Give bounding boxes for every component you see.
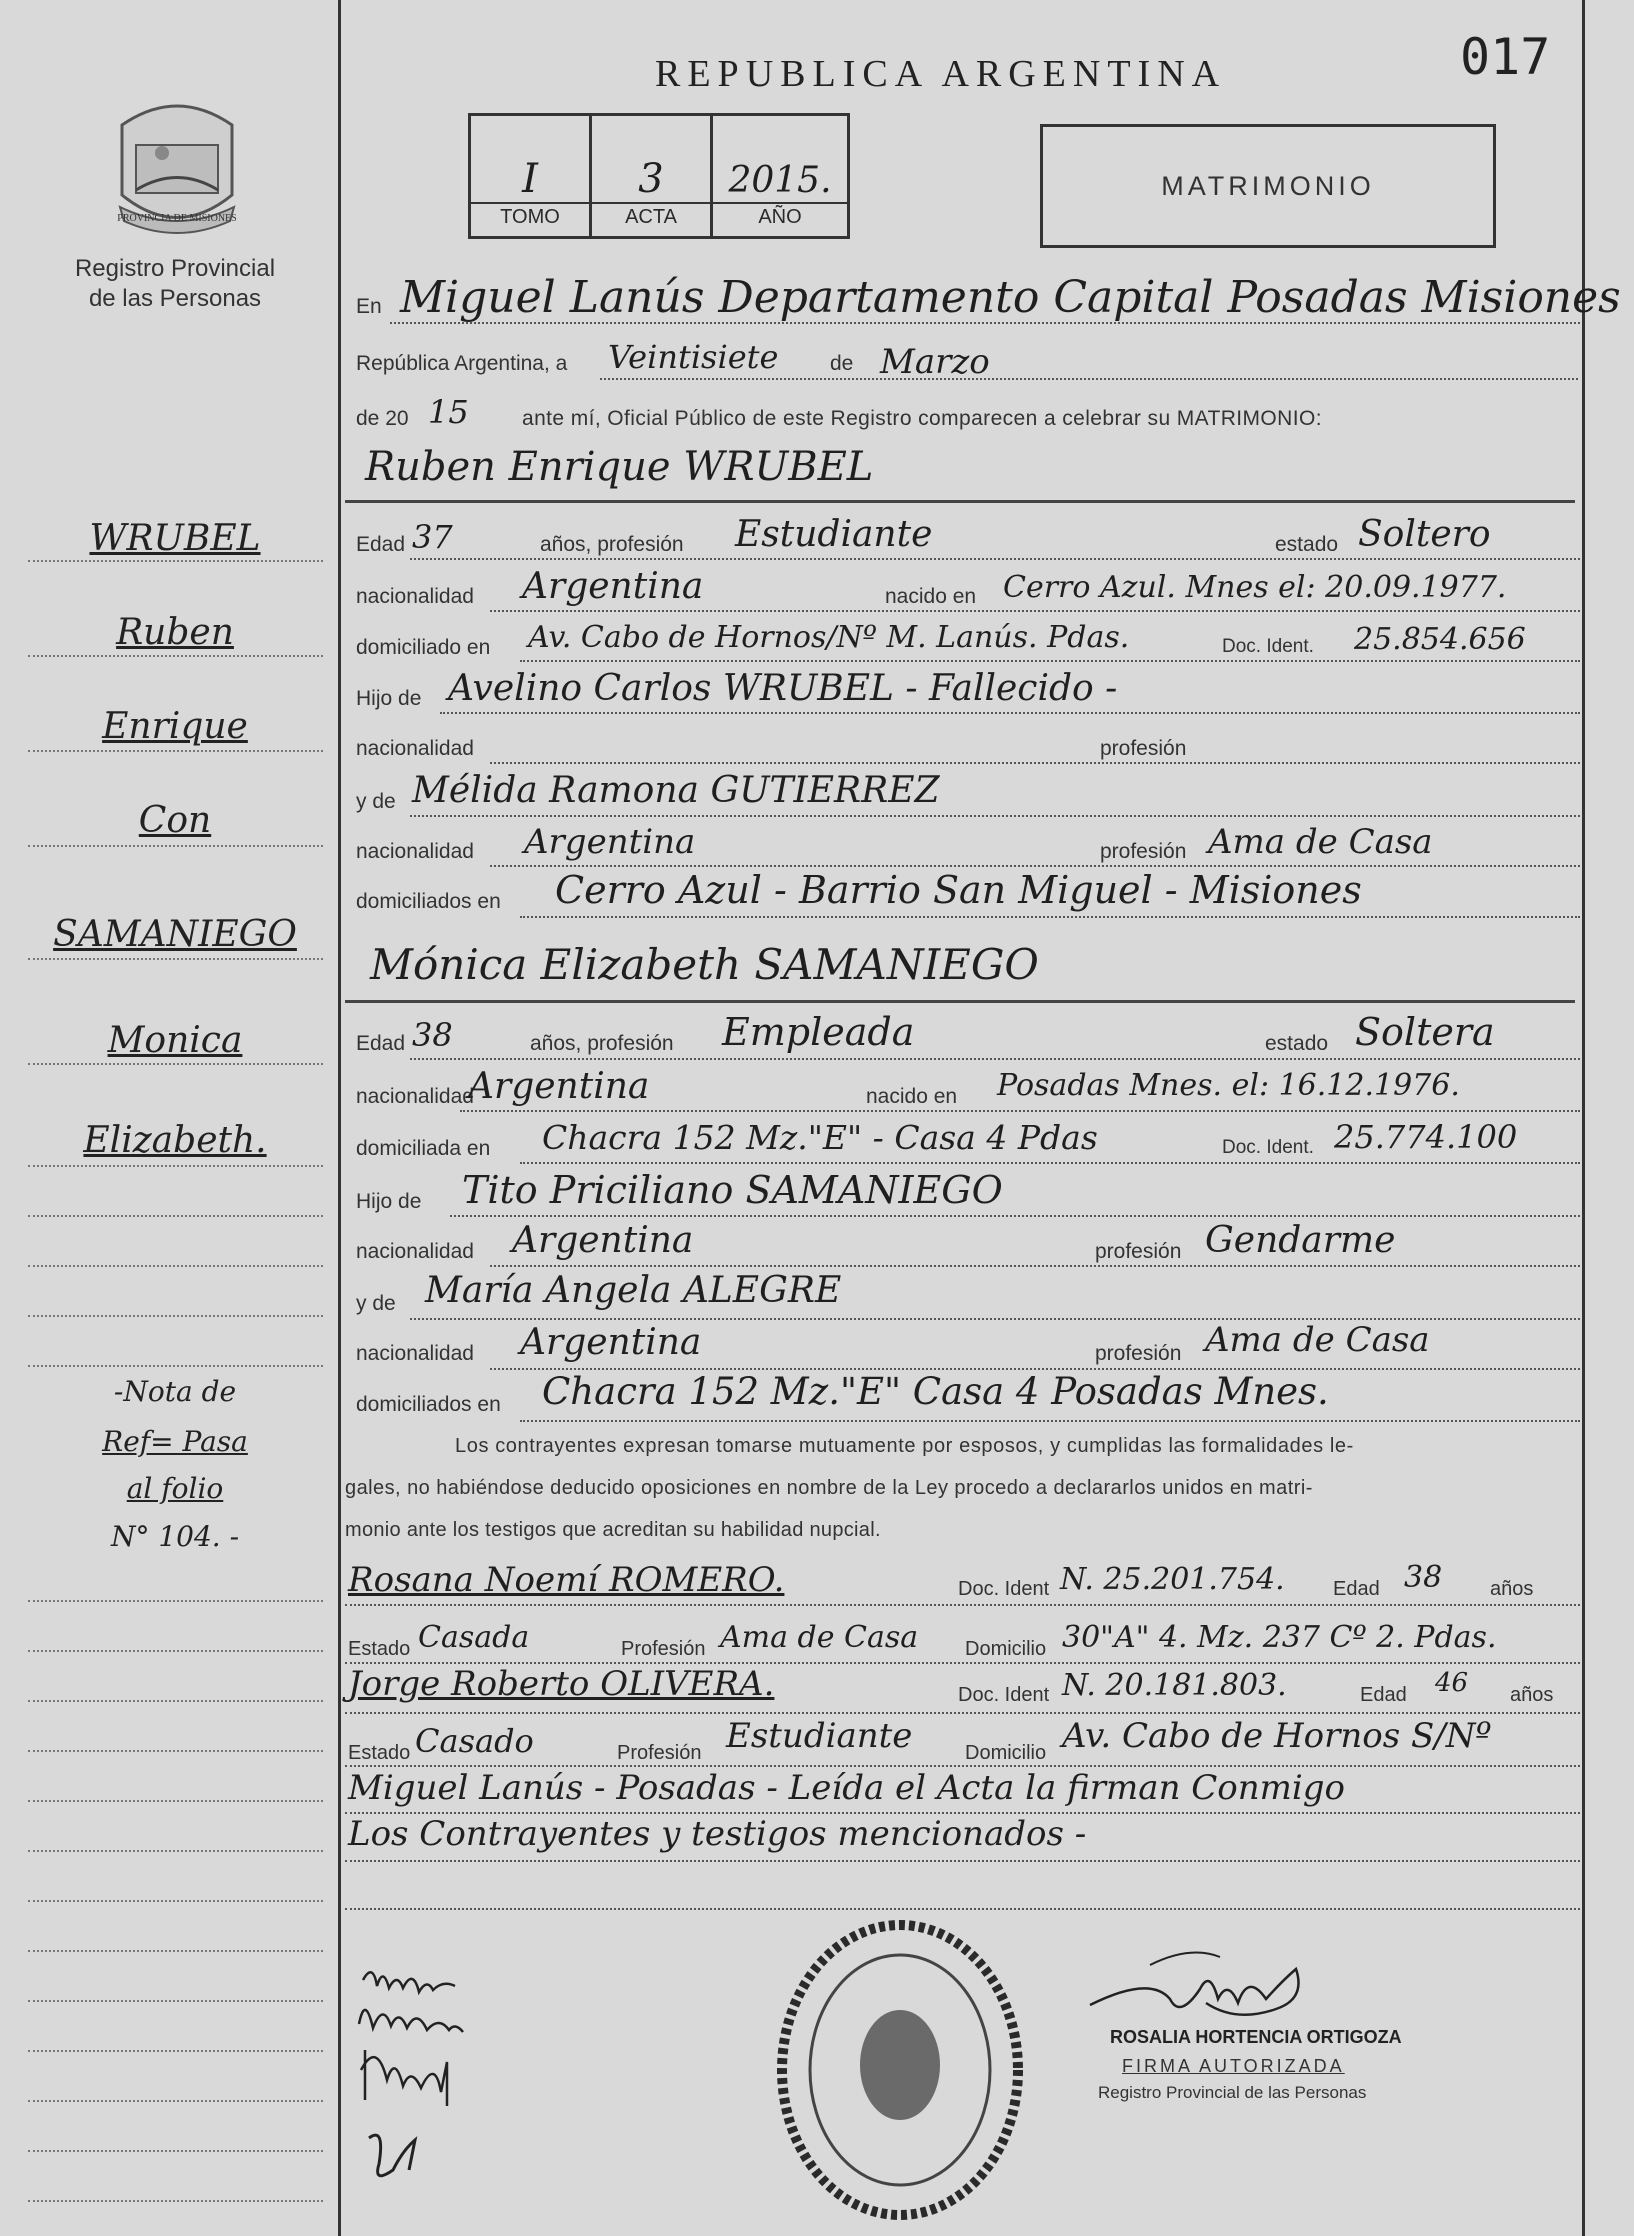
bride-mother: María Angela ALEGRE	[425, 1270, 842, 1311]
tomo-label: TOMO	[500, 206, 560, 228]
sidebar-rule	[28, 1900, 323, 1902]
bride-birth: Posadas Mnes. el: 16.12.1976.	[997, 1068, 1460, 1103]
groom-rule	[410, 815, 1580, 817]
bride-mother-nationality: Argentina	[520, 1322, 702, 1363]
closing-line2: Los Contrayentes y testigos mencionados -	[348, 1814, 1087, 1854]
acta-value: 3	[638, 156, 664, 202]
groom-rule	[520, 916, 1580, 918]
bride-nationality: Argentina	[468, 1066, 650, 1107]
sidebar-name-surname: WRUBEL	[89, 518, 261, 559]
country-title: REPUBLICA ARGENTINA	[655, 53, 1227, 95]
sidebar-connector: Con	[138, 800, 212, 841]
witness-rule	[345, 1604, 1580, 1606]
sidebar-note-line: al folio	[126, 1472, 224, 1505]
witness2-address: Av. Cabo de Hornos S/Nº	[1062, 1716, 1492, 1756]
sidebar-rule	[28, 2000, 323, 2002]
closing-rule	[345, 1860, 1580, 1862]
groom-mother-nationality: Argentina	[524, 822, 696, 862]
sidebar-rule	[28, 958, 323, 960]
bride-doc-number: 25.774.100	[1334, 1118, 1518, 1156]
groom-doc-label: Doc. Ident.	[1222, 636, 1314, 657]
groom-father: Avelino Carlos WRUBEL - Fallecido -	[448, 668, 1118, 709]
witness2-age: 46	[1435, 1668, 1469, 1698]
province-seal	[112, 95, 242, 235]
sidebar-rule	[28, 2050, 323, 2052]
bride-anos-prof-label: años, profesión	[530, 1032, 674, 1055]
sidebar-rule	[28, 1700, 323, 1702]
sidebar-note-line: N° 104. -	[110, 1520, 240, 1553]
intro-rule	[600, 378, 1578, 380]
sidebar-rule	[28, 750, 323, 752]
republic-label: República Argentina, a	[356, 352, 568, 375]
sidebar-rule	[28, 1600, 323, 1602]
official-office: Registro Provincial de las Personas	[1098, 2083, 1367, 2102]
acta-label: ACTA	[625, 206, 677, 228]
party-signatures	[355, 1960, 555, 2230]
witness2-prof-label: Profesión	[617, 1742, 702, 1764]
bride-parents-address: Chacra 152 Mz."E" Casa 4 Posadas Mnes.	[542, 1370, 1329, 1413]
witness1-profession: Ama de Casa	[720, 1620, 919, 1655]
groom-edad-label: Edad	[356, 533, 406, 556]
witness-rule	[345, 1712, 1580, 1714]
groom-birth: Cerro Azul. Mnes el: 20.09.1977.	[1003, 570, 1507, 605]
sidebar-name-surname-2: SAMANIEGO	[53, 914, 297, 955]
declaration-text: ante mí, Oficial Público de este Registro comparecen a celebrar su MATRIMONIO:	[522, 407, 1322, 430]
sidebar-note-line: -Nota de	[113, 1375, 237, 1408]
witness1-estado-label: Estado	[348, 1638, 411, 1660]
bride-rule	[490, 1265, 1580, 1267]
sidebar-rule	[28, 1800, 323, 1802]
groom-rule	[520, 660, 1580, 662]
groom-parents-address: Cerro Azul - Barrio San Miguel - Misiones	[555, 868, 1362, 912]
bride-estado-label: estado	[1265, 1032, 1329, 1055]
groom-rule	[490, 610, 1580, 612]
closing-rule	[345, 1908, 1580, 1910]
witness2-edad-label: Edad	[1360, 1684, 1407, 1706]
sidebar-rule	[28, 1215, 323, 1217]
witness2-doc-label: Doc. Ident	[958, 1684, 1050, 1706]
bride-mother-label: y de	[356, 1292, 396, 1315]
bride-mother-nac-label: nacionalidad	[356, 1342, 474, 1365]
bride-nacido-label: nacido en	[866, 1085, 958, 1108]
sidebar-name-middle: Enrique	[102, 706, 248, 747]
official-title: FIRMA AUTORIZADA	[1122, 2056, 1345, 2076]
en-label: En	[356, 295, 382, 318]
sidebar-rule	[28, 1750, 323, 1752]
bride-rule	[450, 1215, 1580, 1217]
groom-rule	[490, 762, 1580, 764]
bride-rule	[520, 1420, 1580, 1422]
sidebar-rule	[28, 2100, 323, 2102]
sidebar-rule	[28, 1315, 323, 1317]
month-value: Marzo	[880, 342, 990, 382]
sidebar-rule	[28, 845, 323, 847]
bride-mother-prof-label: profesión	[1095, 1342, 1182, 1365]
groom-age: 37	[412, 518, 453, 556]
witness1-doc: N. 25.201.754.	[1060, 1562, 1285, 1597]
body-text-line1: Los contrayentes expresan tomarse mutuamente por esposos, y cumplidas las formalidades le-	[455, 1435, 1354, 1457]
witness-rule	[345, 1765, 1580, 1767]
groom-mother-nac-label: nacionalidad	[356, 840, 474, 863]
bride-dom-label: domiciliada en	[356, 1137, 491, 1160]
groom-estado-label: estado	[1275, 533, 1339, 556]
bride-rule	[520, 1162, 1580, 1164]
year-prefix: de 20	[356, 407, 409, 430]
sidebar-name-first-2: Monica	[107, 1020, 243, 1061]
witness2-status: Casado	[415, 1722, 534, 1760]
bride-profession: Empleada	[722, 1010, 915, 1054]
bride-father-nationality: Argentina	[512, 1220, 694, 1261]
groom-profession: Estudiante	[735, 514, 933, 555]
sidebar-rule	[28, 1365, 323, 1367]
groom-civil-status: Soltero	[1358, 514, 1491, 555]
sidebar-rule	[28, 2150, 323, 2152]
groom-parents-dom-label: domiciliados en	[356, 890, 501, 913]
bride-edad-label: Edad	[356, 1032, 406, 1055]
right-rule	[1582, 0, 1585, 2236]
place-value: Miguel Lanús Departamento Capital Posadas Misiones	[400, 272, 1621, 323]
bride-doc-label: Doc. Ident.	[1222, 1137, 1314, 1158]
bride-father-nac-label: nacionalidad	[356, 1240, 474, 1263]
sidebar-rule	[28, 1850, 323, 1852]
document-type-box	[1040, 124, 1496, 248]
groom-father-prof-label: profesión	[1100, 737, 1187, 760]
day-value: Veintisiete	[608, 338, 779, 376]
bride-nac-label: nacionalidad	[356, 1085, 474, 1108]
groom-father-nac-label: nacionalidad	[356, 737, 474, 760]
groom-father-label: Hijo de	[356, 687, 422, 710]
groom-mother-label: y de	[356, 790, 396, 813]
groom-mother-profession: Ama de Casa	[1208, 822, 1433, 862]
witness2-profession: Estudiante	[726, 1716, 913, 1756]
ano-value: 2015.	[728, 160, 832, 201]
official-name: ROSALIA HORTENCIA ORTIGOZA	[1110, 2027, 1402, 2047]
bride-father-profession: Gendarme	[1205, 1220, 1396, 1261]
witness1-name: Rosana Noemí ROMERO.	[348, 1560, 785, 1600]
sidebar-rule	[28, 1950, 323, 1952]
groom-doc-number: 25.854.656	[1354, 622, 1526, 657]
groom-full-name: Ruben Enrique WRUBEL	[365, 444, 874, 490]
sidebar-rule	[28, 655, 323, 657]
sidebar-rule	[28, 560, 323, 562]
sidebar-note-line: Ref= Pasa	[102, 1425, 248, 1458]
witness2-anos-label: años	[1510, 1684, 1554, 1706]
witness2-name: Jorge Roberto OLIVERA.	[348, 1664, 775, 1704]
groom-nac-label: nacionalidad	[356, 585, 474, 608]
document-type: MATRIMONIO	[1161, 171, 1375, 201]
official-signature	[1080, 1945, 1380, 2035]
witness2-dom-label: Domicilio	[965, 1742, 1047, 1764]
de-label: de	[830, 352, 854, 375]
section-divider	[345, 1000, 1575, 1003]
body-text-line2: gales, no habiéndose deducido oposiciones en nombre de la Ley procedo a declararlos unidos en matri-	[345, 1477, 1313, 1499]
witness1-status: Casada	[418, 1620, 530, 1655]
sidebar-name-first: Ruben	[116, 612, 234, 653]
ano-label: AÑO	[758, 206, 802, 228]
witness1-edad-label: Edad	[1333, 1578, 1380, 1600]
section-divider	[345, 500, 1575, 503]
groom-nationality: Argentina	[522, 566, 704, 607]
bride-address: Chacra 152 Mz."E" - Casa 4 Pdas	[542, 1118, 1098, 1157]
witness2-doc: N. 20.181.803.	[1062, 1668, 1287, 1703]
sidebar-rule	[28, 1650, 323, 1652]
witness1-anos-label: años	[1490, 1578, 1534, 1600]
folio-number: 017	[1460, 28, 1551, 86]
sidebar-rule	[28, 1165, 323, 1167]
witness1-age: 38	[1404, 1560, 1443, 1595]
sidebar-rule	[28, 2200, 323, 2202]
groom-rule	[490, 865, 1580, 867]
witness2-estado-label: Estado	[348, 1742, 411, 1764]
sidebar-rule	[28, 1265, 323, 1267]
bride-father-prof-label: profesión	[1095, 1240, 1182, 1263]
groom-address: Av. Cabo de Hornos/Nº M. Lanús. Pdas.	[528, 620, 1130, 655]
province-seal-text: PROVINCIA DE MISIONES	[117, 213, 237, 224]
bride-civil-status: Soltera	[1355, 1010, 1495, 1054]
bride-mother-profession: Ama de Casa	[1205, 1320, 1430, 1360]
bride-full-name: Mónica Elizabeth SAMANIEGO	[370, 940, 1039, 989]
bride-father: Tito Priciliano SAMANIEGO	[462, 1168, 1003, 1212]
witness1-prof-label: Profesión	[621, 1638, 706, 1660]
groom-rule	[410, 558, 1580, 560]
bride-rule	[410, 1058, 1580, 1060]
bride-rule	[460, 1110, 1580, 1112]
closing-line1: Miguel Lanús - Posadas - Leída el Acta la firman Conmigo	[348, 1768, 1346, 1808]
registry-name-line2: de las Personas	[88, 285, 262, 312]
official-stamp	[770, 1915, 1030, 2225]
groom-anos-prof-label: años, profesión	[540, 533, 684, 556]
year-suffix: 15	[428, 393, 469, 431]
bride-father-label: Hijo de	[356, 1190, 422, 1213]
margin-rule	[338, 0, 341, 2236]
record-reference-table	[468, 113, 850, 239]
witness1-doc-label: Doc. Ident	[958, 1578, 1050, 1600]
witness1-address: 30"A" 4. Mz. 237 Cº 2. Pdas.	[1062, 1620, 1497, 1655]
body-text-line3: monio ante los testigos que acreditan su habilidad nupcial.	[345, 1519, 881, 1541]
sidebar-name-middle-2: Elizabeth.	[83, 1120, 267, 1161]
registry-name-line1: Registro Provincial	[74, 255, 276, 282]
intro-rule	[390, 322, 1580, 324]
groom-rule	[440, 712, 1580, 714]
witness1-dom-label: Domicilio	[965, 1638, 1047, 1660]
sidebar-rule	[28, 1063, 323, 1065]
tomo-value: I	[522, 156, 538, 202]
groom-mother-prof-label: profesión	[1100, 840, 1187, 863]
bride-age: 38	[412, 1016, 453, 1054]
groom-mother: Mélida Ramona GUTIERREZ	[412, 770, 940, 811]
bride-parents-dom-label: domiciliados en	[356, 1393, 501, 1416]
groom-nacido-label: nacido en	[885, 585, 977, 608]
groom-dom-label: domiciliado en	[356, 636, 491, 659]
